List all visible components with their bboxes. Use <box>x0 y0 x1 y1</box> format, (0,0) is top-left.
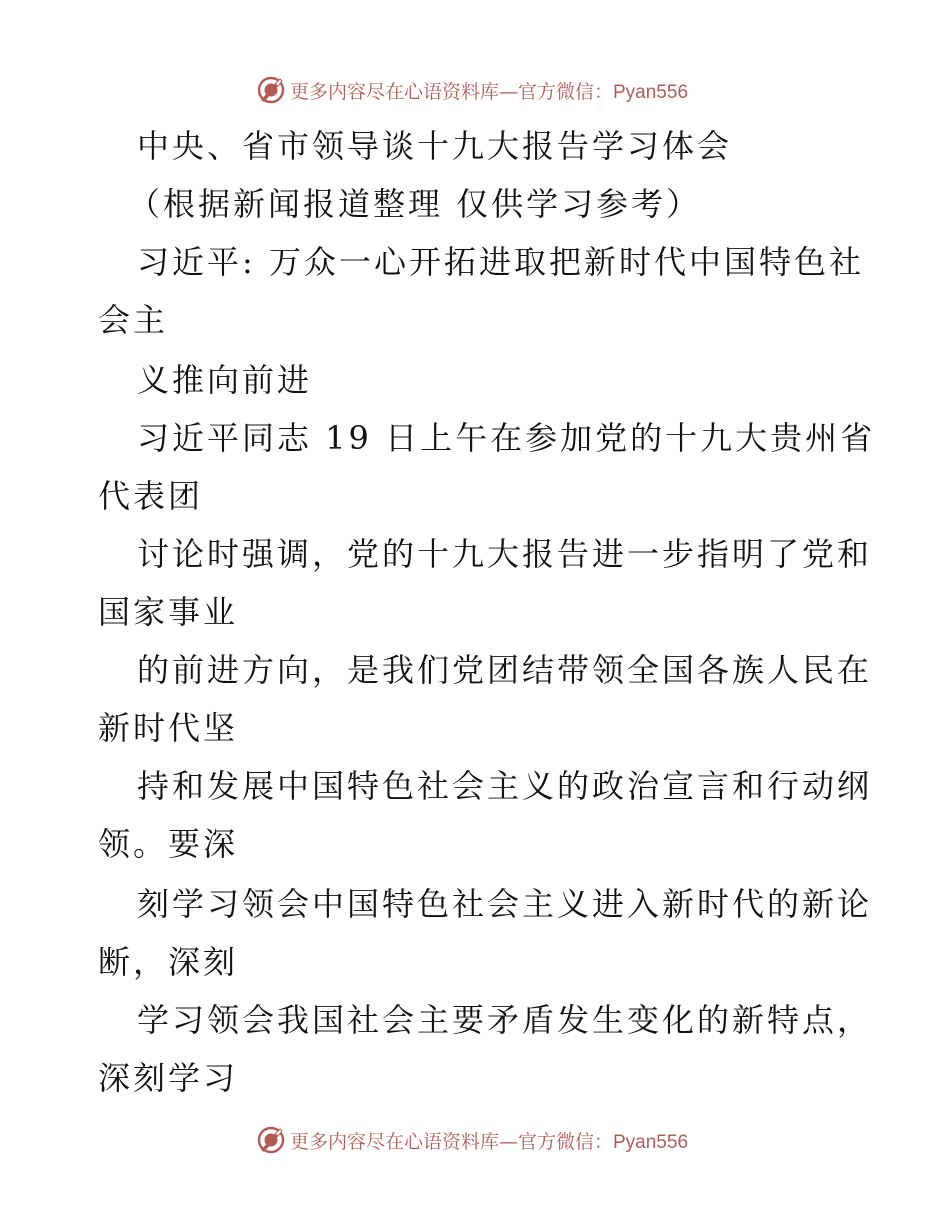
text-line: 领。要深 <box>98 825 239 863</box>
document-title: 中央、省市领导谈十九大报告学习体会 <box>137 127 733 165</box>
text-line: 义推向前进 <box>137 361 313 399</box>
text-line: 会主 <box>98 301 169 339</box>
text-line: 刻学习领会中国特色社会主义进入新时代的新论 <box>137 885 873 923</box>
text-line: 断，深刻 <box>98 943 239 981</box>
document-subtitle: （根据新闻报道整理 仅供学习参考） <box>128 185 702 223</box>
banner-text-cn: 更多内容尽在心语资料库—官方微信： <box>289 80 613 103</box>
banner-text-cn: 更多内容尽在心语资料库—官方微信： <box>289 1130 613 1153</box>
banner-text <box>290 1127 688 1154</box>
text-line: 学习领会我国社会主要矛盾发生变化的新特点， <box>137 1001 873 1039</box>
text-line: 持和发展中国特色社会主义的政治宣言和行动纲 <box>137 767 873 805</box>
pen-circle-logo-icon <box>256 1125 286 1155</box>
text-line: 深刻学习 <box>98 1059 239 1097</box>
text-line: 代表团 <box>98 477 204 515</box>
banner-wechat-id: Pyan556 <box>613 1131 689 1153</box>
banner-wechat-id: Pyan556 <box>613 81 689 103</box>
text-line: 新时代坚 <box>98 709 239 747</box>
text-line: 习近平同志 19 日上午在参加党的十九大贵州省 <box>137 419 876 457</box>
text-line: 习近平: 万众一心开拓进取把新时代中国特色社 <box>137 243 864 281</box>
text-line: 讨论时强调，党的十九大报告进一步指明了党和 <box>137 535 873 573</box>
text-line: 国家事业 <box>98 593 239 631</box>
text-line: 的前进方向，是我们党团结带领全国各族人民在 <box>137 651 873 689</box>
footer-banner <box>0 1120 950 1160</box>
